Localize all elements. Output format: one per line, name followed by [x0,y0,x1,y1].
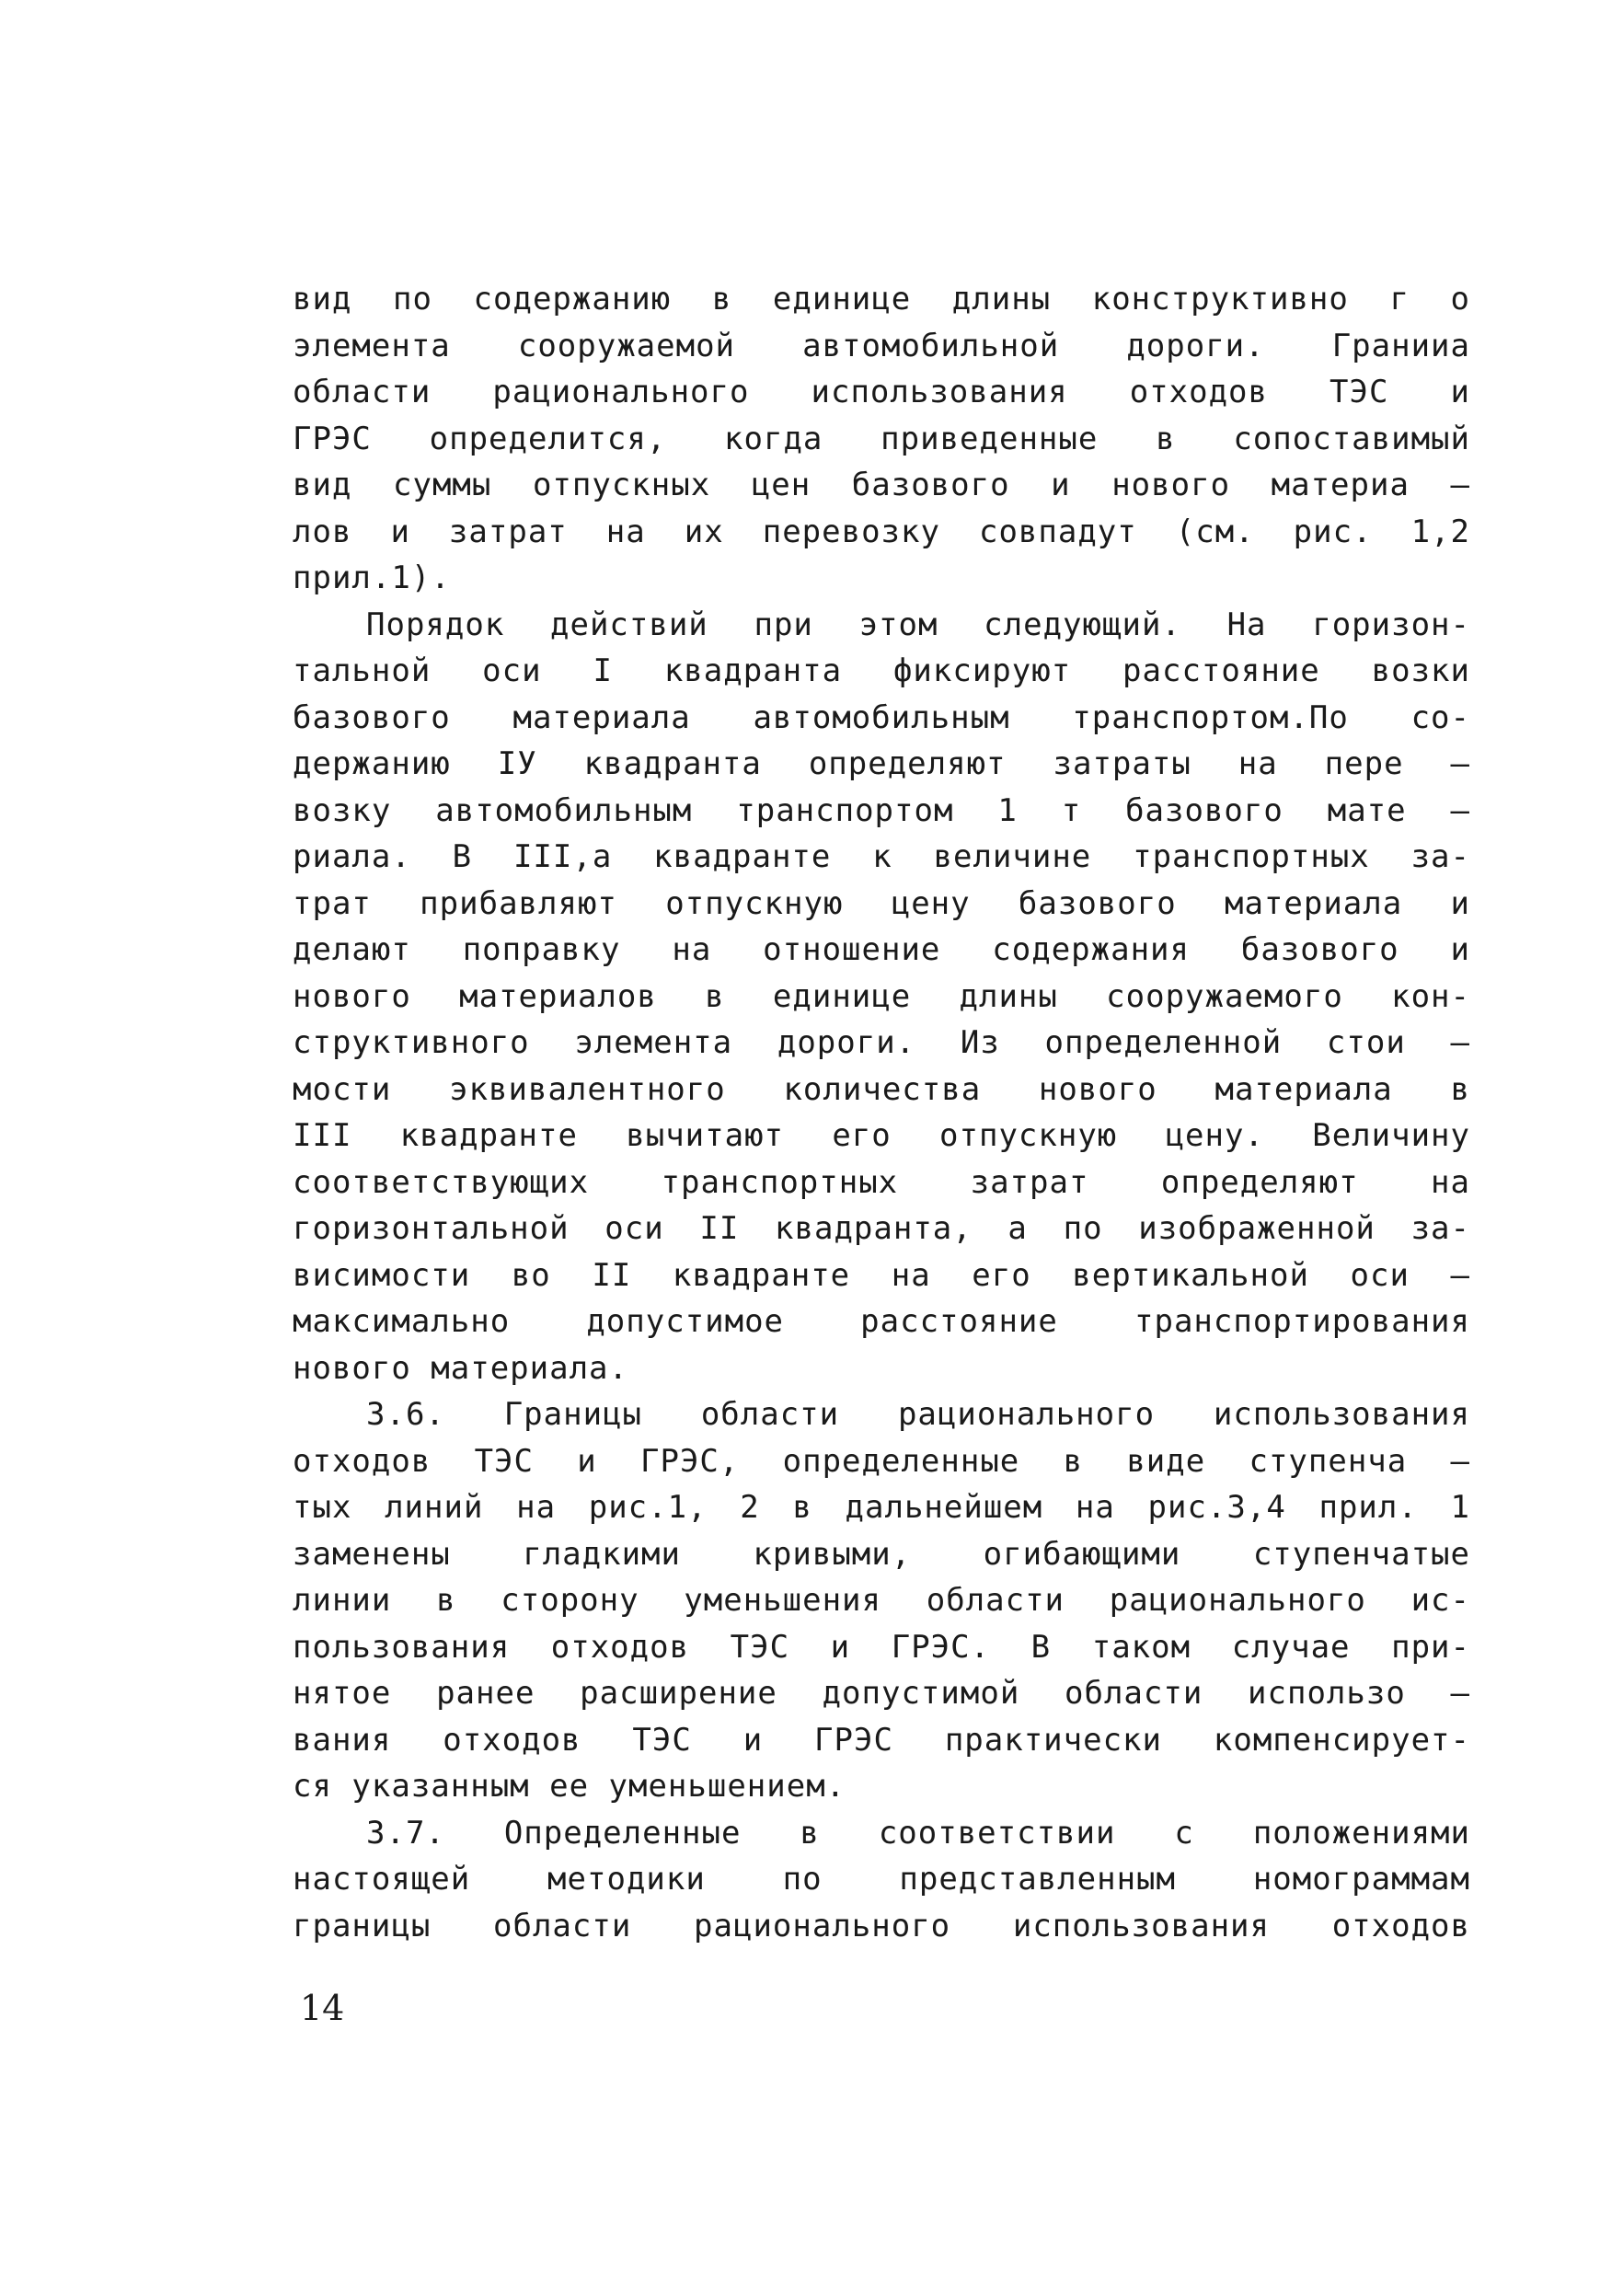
text-line: тальной оси I квадранта фиксируют расстояние возки [293,652,1470,689]
text-line: возку автомобильным транспортом 1 т базового мате – [293,791,1470,829]
text-line: базового материала автомобильным транспортом.По со- [293,698,1470,736]
text-line: вания отходов ТЭС и ГРЭС практически компенсирует- [293,1721,1470,1759]
text-line: 3.6. Границы области рационального использования [366,1396,1470,1433]
text-line: вид суммы отпускных цен базового и нового материа – [293,467,1470,503]
page-number: 14 [300,1988,345,2028]
text-line: нового материалов в единице длины сооружаемого кон- [293,977,1470,1015]
text-line: горизонтальной оси II квадранта, а по изображенной за- [293,1210,1470,1247]
text-line: линии в сторону уменьшения области рационального ис- [293,1582,1470,1619]
text-line: лов и затрат на их перевозку совпадут (см. рис. 1,2 [293,513,1470,550]
text-line: элемента сооружаемой автомобильной дороги. Гранииа [293,327,1470,364]
text-line: тых линий на рис.1, 2 в дальнейшем на рис.3,4 прил. 1 [293,1489,1470,1526]
text-line: III квадранте вычитают его отпускную цену. Величину [293,1117,1470,1154]
text-line: мости эквивалентного количества нового материала в [293,1070,1470,1108]
text-line: нового материала. [293,1349,628,1387]
text-line: пользования отходов ТЭС и ГРЭС. В таком случае при- [293,1628,1470,1666]
text-line: заменены гладкими кривыми, огибающими ступенчатые [293,1535,1470,1573]
text-line: настоящей методики по представленным номограммам [293,1861,1470,1898]
body-text [293,276,1470,1949]
text-line: висимости во II квадранте на его вертикальной оси – [293,1256,1470,1294]
text-line: ся указанным ее уменьшением. [293,1768,846,1805]
text-line: Порядок действий при этом следующий. На горизон- [366,606,1470,643]
text-line: области рационального использования отходов ТЭС и [293,374,1470,410]
text-line: делают поправку на отношение содержания базового и [293,931,1470,968]
text-line: 3.7. Определенные в соответствии с положениями [366,1814,1470,1852]
text-line: ГРЭС определится, когда приведенные в сопоставимый [293,420,1470,457]
text-line: максимально допустимое расстояние транспортирования [293,1303,1470,1340]
text-line: структивного элемента дороги. Из определенной стои – [293,1024,1470,1061]
text-line: вид по содержанию в единице длины конструктивно г о [293,281,1470,317]
text-line: трат прибавляют отпускную цену базового материала и [293,884,1470,922]
text-line: нятое ранее расширение допустимой области использо – [293,1675,1470,1712]
text-line: отходов ТЭС и ГРЭС, определенные в виде ступенча – [293,1442,1470,1480]
text-line: соответствующих транспортных затрат определяют на [293,1163,1470,1201]
text-line: прил.1). [293,560,451,596]
text-line: держанию IУ квадранта определяют затраты на пере – [293,745,1470,782]
text-line: границы области рационального использования отходов [293,1907,1470,1944]
text-line: риала. В III,а квадранте к величине транспортных за- [293,838,1470,875]
